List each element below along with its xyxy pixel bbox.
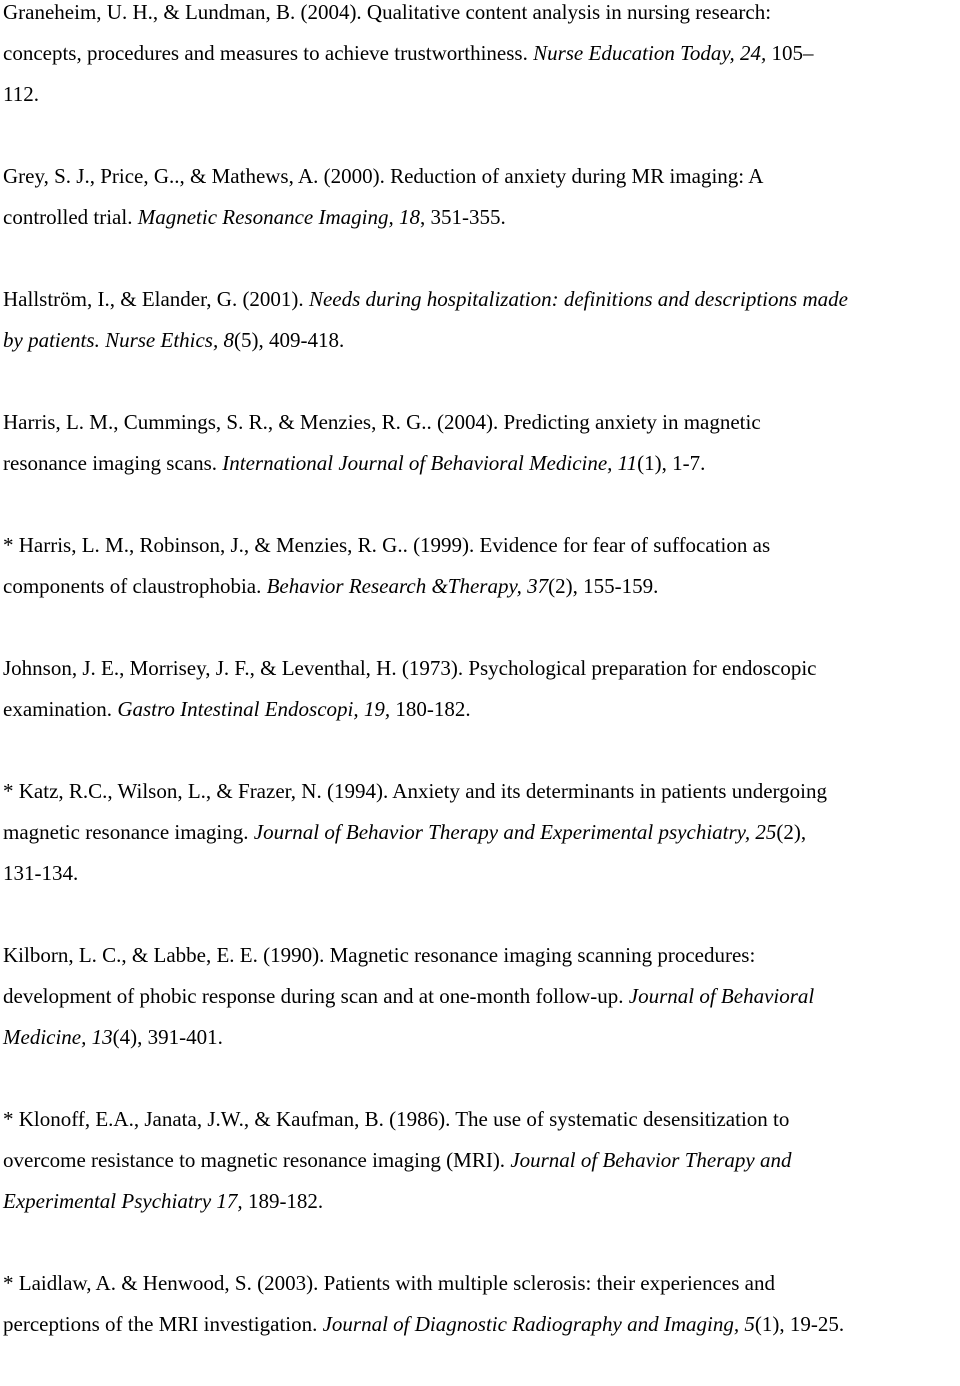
reference-line <box>3 0 959 33</box>
reference-entry <box>3 156 959 238</box>
reference-italic-text: Journal of Behavioral <box>628 984 815 1008</box>
reference-text: , 351-355. <box>419 205 506 229</box>
reference-text: Hallström, I., & Elander, G. (2001). <box>3 287 309 311</box>
reference-text: Kilborn, L. C., & Labbe, E. E. (1990). Magnetic resonance imaging scanning procedures: <box>3 943 756 967</box>
reference-entry <box>3 1099 959 1222</box>
reference-entry <box>3 771 959 894</box>
reference-text: examination. <box>3 697 118 721</box>
reference-italic-text: Nurse Education Today, 24, <box>533 41 767 65</box>
reference-italic-text: Needs during hospitalization: definitions and descriptions made <box>308 287 848 311</box>
reference-line <box>3 853 959 894</box>
reference-entry <box>3 648 959 730</box>
reference-line <box>3 525 959 566</box>
reference-line <box>3 1099 959 1140</box>
reference-text: (2), 155-159. <box>548 574 659 598</box>
reference-italic-text: by patients. Nurse Ethics, 8 <box>3 328 234 352</box>
reference-line <box>3 976 959 1017</box>
reference-line <box>3 443 959 484</box>
reference-text: * Laidlaw, A. & Henwood, S. (2003). Patients with multiple sclerosis: their experiences and <box>3 1271 775 1295</box>
reference-italic-text: Journal of Behavior Therapy and <box>510 1148 792 1172</box>
reference-text: resonance imaging scans. <box>3 451 223 475</box>
reference-line <box>3 402 959 443</box>
reference-line <box>3 1263 959 1304</box>
reference-line <box>3 771 959 812</box>
reference-text: 112. <box>3 82 39 106</box>
reference-line <box>3 320 959 361</box>
reference-text: perceptions of the MRI investigation. <box>3 1312 323 1336</box>
reference-entry <box>3 1263 959 1345</box>
reference-text: Grey, S. J., Price, G.., & Mathews, A. (2000). Reduction of anxiety during MR imaging: A <box>3 164 764 188</box>
reference-line <box>3 812 959 853</box>
reference-text: components of claustrophobia. <box>3 574 267 598</box>
reference-italic-text: Magnetic Resonance Imaging, 18 <box>137 205 420 229</box>
reference-text: Harris, L. M., Cummings, S. R., & Menzies, R. G.. (2004). Predicting anxiety in magnetic <box>3 410 761 434</box>
reference-line <box>3 1017 959 1058</box>
reference-text: (1), 1-7. <box>637 451 706 475</box>
reference-entry <box>3 0 959 115</box>
reference-text: concepts, procedures and measures to achieve trustworthiness. <box>3 41 534 65</box>
reference-italic-text: International Journal of Behavioral Medicine, 11 <box>222 451 638 475</box>
reference-line <box>3 1140 959 1181</box>
reference-text: (1), 19-25. <box>754 1312 845 1336</box>
reference-text: (2), <box>776 820 807 844</box>
reference-text: 189-182. <box>242 1189 324 1213</box>
reference-line <box>3 279 959 320</box>
reference-text: * Harris, L. M., Robinson, J., & Menzies, R. G.. (1999). Evidence for fear of suffocation as <box>3 533 771 557</box>
reference-text: magnetic resonance imaging. <box>3 820 254 844</box>
reference-entry <box>3 279 959 361</box>
reference-entry <box>3 935 959 1058</box>
reference-line <box>3 566 959 607</box>
reference-line <box>3 156 959 197</box>
reference-text: development of phobic response during scan and at one-month follow-up. <box>3 984 629 1008</box>
reference-entry <box>3 525 959 607</box>
reference-text: overcome resistance to magnetic resonance imaging (MRI). <box>3 1148 511 1172</box>
reference-text: 180-182. <box>390 697 471 721</box>
reference-line <box>3 648 959 689</box>
reference-italic-text: Journal of Behavior Therapy and Experimental psychiatry, 25 <box>253 820 777 844</box>
reference-text: 131-134. <box>3 861 79 885</box>
reference-line <box>3 74 959 115</box>
reference-text: 105– <box>766 41 814 65</box>
reference-line <box>3 1304 959 1345</box>
reference-text: (4), 391-401. <box>112 1025 223 1049</box>
reference-line <box>3 935 959 976</box>
reference-text: Johnson, J. E., Morrisey, J. F., & Leventhal, H. (1973). Psychological preparation for endoscopic <box>3 656 817 680</box>
reference-line <box>3 1181 959 1222</box>
reference-italic-text: Gastro Intestinal Endoscopi, 19, <box>117 697 391 721</box>
reference-line <box>3 33 959 74</box>
reference-text: controlled trial. <box>3 205 138 229</box>
reference-text: Graneheim, U. H., & Lundman, B. (2004). Qualitative content analysis in nursing research: <box>3 0 772 24</box>
reference-line <box>3 689 959 730</box>
reference-italic-text: Medicine, 13 <box>3 1025 113 1049</box>
reference-text: * Klonoff, E.A., Janata, J.W., & Kaufman, B. (1986). The use of systematic desensitization to <box>3 1107 790 1131</box>
reference-list <box>3 0 959 1386</box>
reference-italic-text: Journal of Diagnostic Radiography and Imaging, 5 <box>322 1312 755 1336</box>
reference-entry <box>3 402 959 484</box>
reference-italic-text: Experimental Psychiatry 17, <box>3 1189 243 1213</box>
reference-text: (5), 409-418. <box>233 328 345 352</box>
reference-line <box>3 197 959 238</box>
reference-italic-text: Behavior Research &Therapy, 37 <box>266 574 549 598</box>
reference-text: * Katz, R.C., Wilson, L., & Frazer, N. (1994). Anxiety and its determinants in patients undergoing <box>3 779 827 803</box>
